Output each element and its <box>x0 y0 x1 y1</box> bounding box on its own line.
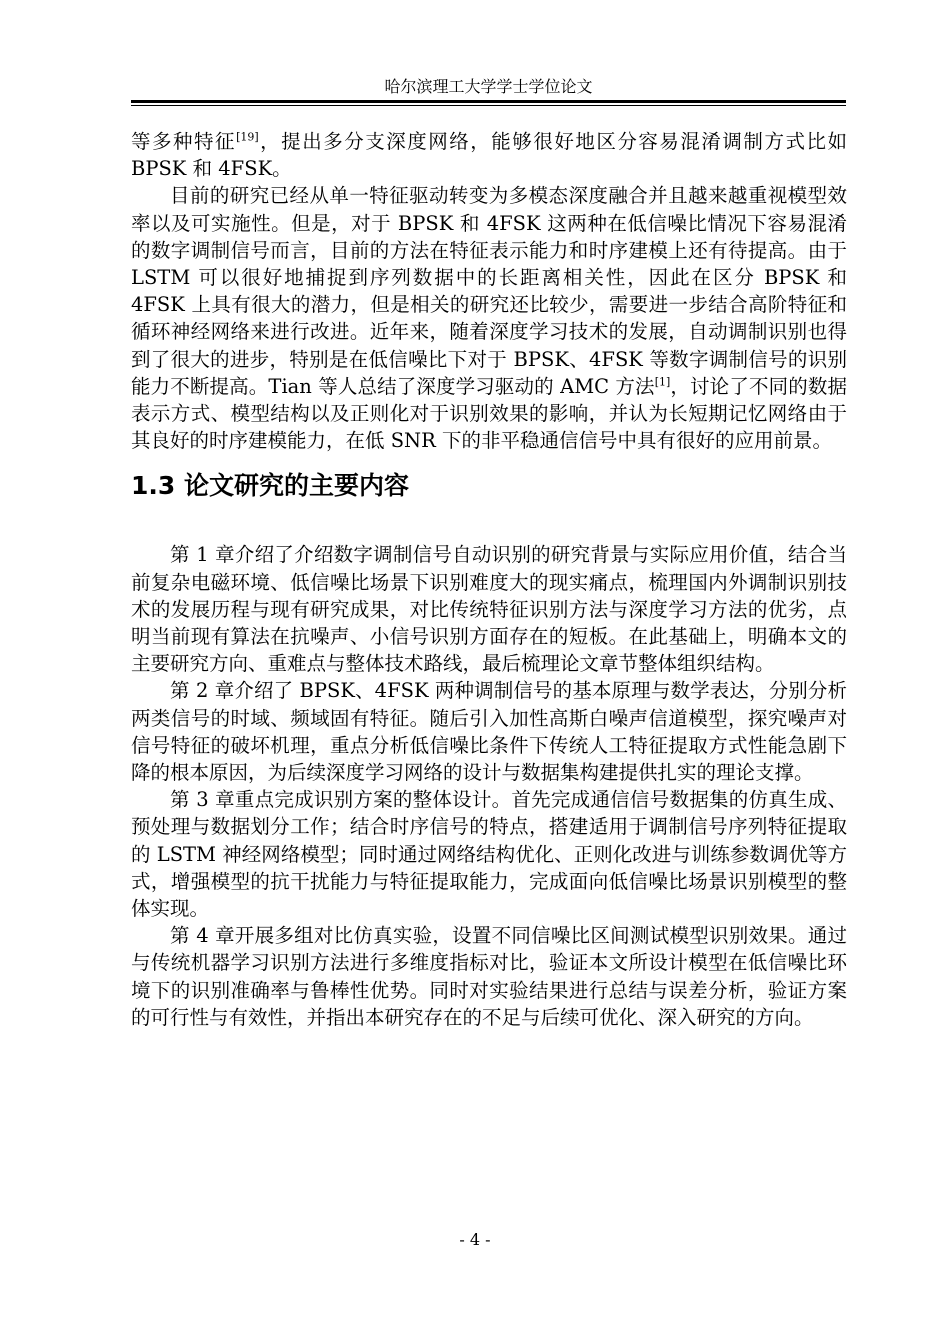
paragraph-text: ，讨论了不同的数据表示方式、模型结构以及正则化对于识别效果的影响，并认为长短期记忆网络由于其良好的时序建模能力，在低 SNR 下的非平稳通信信号中具有很好的应用前景。 <box>131 374 847 453</box>
running-header: 哈尔滨理工大学学士学位论文 <box>384 77 593 96</box>
page-number: - 4 - <box>459 1230 491 1249</box>
header-rule-thick <box>131 100 846 103</box>
citation-ref: [19] <box>236 130 259 144</box>
section-heading: 1.3 论文研究的主要内容 <box>131 471 409 501</box>
paragraph-text: 等多种特征 <box>131 130 237 153</box>
paragraph-chapter-3: 第 3 章重点完成识别方案的整体设计。首先完成通信信号数据集的仿真生成、预处理与数据划分工作；结合时序信号的特点，搭建适用于调制信号序列特征提取的 LSTM 神经网络模型；同时通过网络结构优化、正则化改进与训练参数调优等方式，增强模型的抗干扰能力与特征提取能力，完成面向低信噪比场景识别模型的整体实现。 <box>131 788 847 921</box>
paragraph-chapter-1: 第 1 章介绍了介绍数字调制信号自动识别的研究背景与实际应用价值，结合当前复杂电磁环境、低信噪比场景下识别难度大的现实痛点，梳理国内外调制识别技术的发展历程与现有研究成果，对比传统特征识别方法与深度学习方法的优劣，点明当前现有算法在抗噪声、小信号识别方面存在的短板。在此基础上，明确本文的主要研究方向、重难点与整体技术路线，最后梳理论文章节整体组织结构。 <box>131 543 847 676</box>
page-body <box>131 128 847 1031</box>
paragraph-text: 目前的研究已经从单一特征驱动转变为多模态深度融合并且越来越重视模型效率以及可实施性。但是，对于 BPSK 和 4FSK 这两种在低信噪比情况下容易混淆的数字调制信号而言，目前的方法在特征表示能力和时序建模上还有待提高。由于 LSTM 可以很好地捕捉到序列数据中的长距离相关性，因此在区分 BPSK 和 4FSK 上具有很大的潜力，但是相关的研究还比较少，需要进一步结合高阶特征和循环神经网络来进行改进。近年来，随着深度学习技术的发展，自动调制识别也得到了很大的进步，特别是在低信噪比下对于 BPSK、4FSK 等数字调制信号的识别能力不断提高。Tian 等人总结了深度学习驱动的 AMC 方法 <box>131 184 847 398</box>
header-rule-thin <box>131 105 846 106</box>
paragraph-chapter-4: 第 4 章开展多组对比仿真实验，设置不同信噪比区间测试模型识别效果。通过与传统机器学习识别方法进行多维度指标对比，验证本文所设计模型在低信噪比环境下的识别准确率与鲁棒性优势。同时对实验结果进行总结与误差分析，验证方案的可行性与有效性，并指出本研究存在的不足与后续可优化、深入研究的方向。 <box>131 924 847 1029</box>
paragraph-text: ，提出多分支深度网络，能够很好地区分容易混淆调制方式比如 BPSK 和 4FSK。 <box>131 130 847 181</box>
citation-ref: [1] <box>654 375 671 389</box>
paragraph-research-status <box>131 182 847 454</box>
paragraph-chapter-2: 第 2 章介绍了 BPSK、4FSK 两种调制信号的基本原理与数学表达，分别分析两类信号的时域、频域固有特征。随后引入加性高斯白噪声信道模型，探究噪声对信号特征的破坏机理，重点分析低信噪比条件下传统人工特征提取方式性能急剧下降的根本原因，为后续深度学习网络的设计与数据集构建提供扎实的理论支撑。 <box>131 679 847 785</box>
paragraph-continued <box>131 128 847 182</box>
